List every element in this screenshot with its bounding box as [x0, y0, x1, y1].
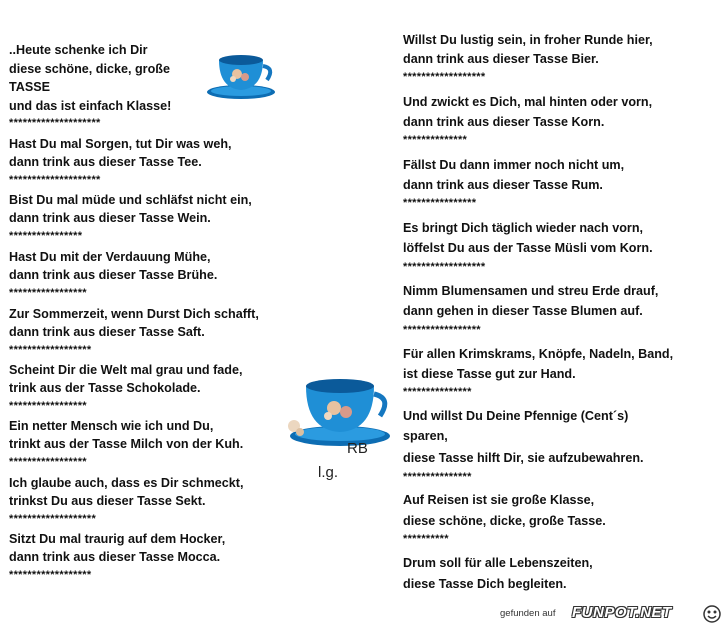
poem-line: Hast Du mit der Verdauung Mühe, [9, 250, 211, 264]
poem-line: Für allen Krimskrams, Knöpfe, Nadeln, Band, [403, 347, 674, 361]
star-divider: **************** [9, 230, 83, 242]
star-divider: *************** [403, 386, 472, 398]
poem-line: diese schöne, dicke, große [9, 62, 170, 76]
funpot-logo-icon [702, 604, 722, 623]
poem-line: Ein netter Mensch wie ich und Du, [9, 419, 214, 433]
poem-line: Es bringt Dich täglich wieder nach vorn, [403, 221, 644, 235]
poem-line: Zur Sommerzeit, wenn Durst Dich schafft, [9, 307, 259, 321]
poem-line: Nimm Blumensamen und streu Erde drauf, [403, 284, 659, 298]
watermark-footer [500, 604, 725, 623]
poem-line: Und willst Du Deine Pfennige (Cent´s) [403, 409, 629, 423]
star-divider: ***************** [9, 400, 87, 412]
poem-line: löffelst Du aus der Tasse Müsli vom Korn. [403, 241, 653, 255]
star-divider: ****************** [403, 71, 486, 83]
poem-line: Scheint Dir die Welt mal grau und fade, [9, 363, 243, 377]
poem-line: trink aus der Tasse Schokolade. [9, 381, 201, 395]
poem-line: dann trink aus dieser Tasse Saft. [9, 325, 205, 339]
star-divider: ******************** [9, 117, 101, 129]
poem-line: trinkst Du aus dieser Tasse Sekt. [9, 494, 206, 508]
star-divider: ***************** [9, 456, 87, 468]
poem-line: trinkt aus der Tasse Milch von der Kuh. [9, 437, 244, 451]
poem-line: dann trink aus dieser Tasse Mocca. [9, 550, 221, 564]
poem-line: ist diese Tasse gut zur Hand. [403, 367, 576, 381]
poem-line: dann trink aus dieser Tasse Brühe. [9, 268, 218, 282]
poem-line: Auf Reisen ist sie große Klasse, [403, 493, 595, 507]
poem-line: Hast Du mal Sorgen, tut Dir was weh, [9, 137, 232, 151]
poem-line: dann trink aus dieser Tasse Wein. [9, 211, 211, 225]
poem-line: dann trink aus dieser Tasse Korn. [403, 115, 605, 129]
star-divider: ************** [403, 134, 468, 146]
poem-line: dann gehen in dieser Tasse Blumen auf. [403, 304, 643, 318]
teacup-large-icon [284, 374, 394, 448]
poem-line: ..Heute schenke ich Dir [9, 43, 148, 57]
star-divider: **************** [403, 197, 477, 209]
star-divider: ****************** [9, 344, 92, 356]
star-divider: ********** [403, 533, 449, 545]
signature-greeting: l.g. [318, 464, 339, 481]
poem-line: Drum soll für alle Lebenszeiten, [403, 556, 593, 570]
star-divider: *************** [403, 471, 472, 483]
poem-line: diese Tasse Dich begleiten. [403, 577, 567, 591]
poem-line: und das ist einfach Klasse! [9, 99, 172, 113]
star-divider: ******************** [9, 174, 101, 186]
signature-initials: RB [347, 440, 368, 457]
star-divider: ****************** [403, 261, 486, 273]
star-divider: ***************** [9, 287, 87, 299]
poem-line: Und zwickt es Dich, mal hinten oder vorn, [403, 95, 653, 109]
poem-line: Sitzt Du mal traurig auf dem Hocker, [9, 532, 226, 546]
teacup-small-icon [205, 50, 277, 100]
poem-line: TASSE [9, 80, 51, 94]
poem-line: diese Tasse hilft Dir, sie aufzubewahren. [403, 451, 644, 465]
found-on-label: gefunden auf [500, 608, 556, 619]
poem-line: dann trink aus dieser Tasse Bier. [403, 52, 599, 66]
star-divider: ***************** [403, 324, 481, 336]
poem-line: Ich glaube auch, dass es Dir schmeckt, [9, 476, 244, 490]
poem-line: Willst Du lustig sein, in froher Runde hier, [403, 33, 653, 47]
poem-line: Bist Du mal müde und schläfst nicht ein, [9, 193, 252, 207]
poem-line: diese schöne, dicke, große Tasse. [403, 514, 606, 528]
poem-line: Fällst Du dann immer noch nicht um, [403, 158, 625, 172]
star-divider: ******************* [9, 513, 97, 525]
poem-line: dann trink aus dieser Tasse Rum. [403, 178, 603, 192]
funpot-brand: FUNPOT.NET [572, 604, 672, 621]
poem-line: sparen, [403, 429, 448, 443]
star-divider: ****************** [9, 569, 92, 581]
poem-line: dann trink aus dieser Tasse Tee. [9, 155, 202, 169]
